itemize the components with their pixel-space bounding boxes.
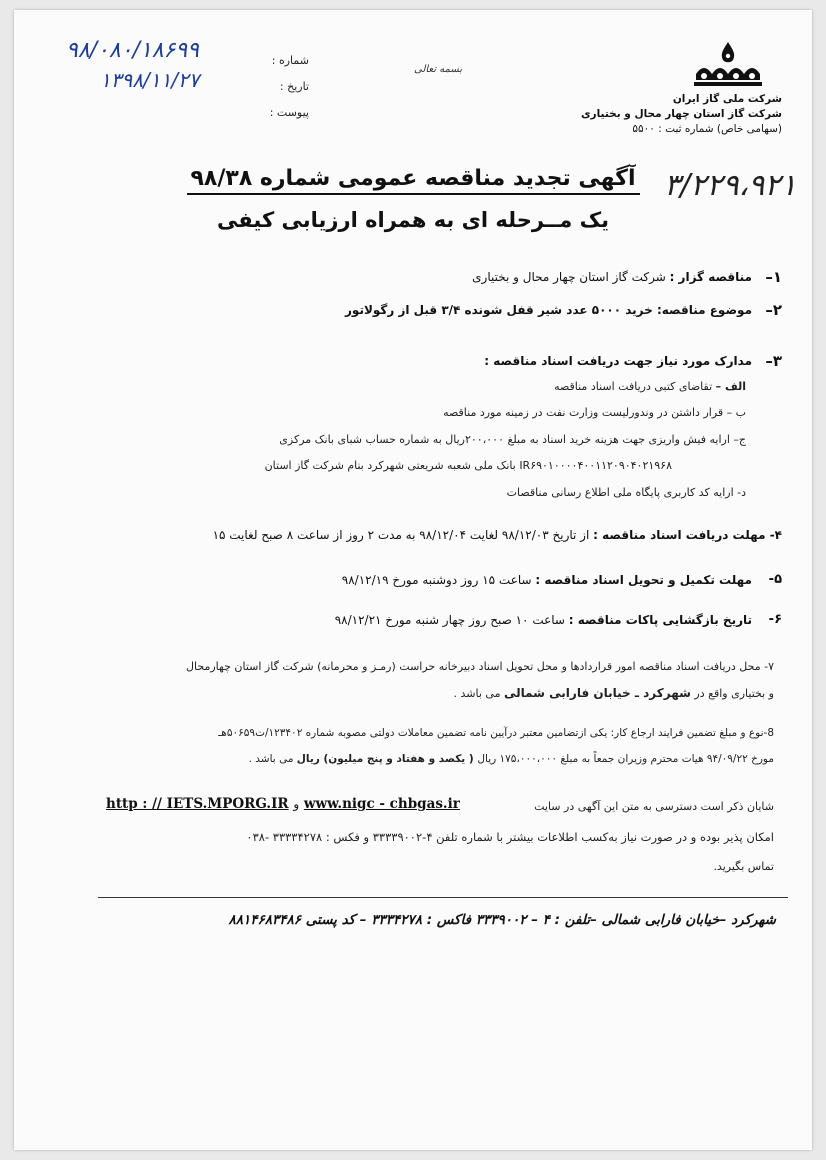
link-nigc[interactable]: www.nigc - chbgas.ir	[303, 796, 460, 812]
item-6-text: ساعت ۱۰ صبح روز چهار شنبه مورخ ۹۸/۱۲/۲۱	[334, 613, 565, 627]
item-1-number: ۱–	[765, 268, 782, 286]
contact-line2: امکان پذیر بوده و در صورت نیاز به‌کسب اطلاعات بیشتر با شماره تلفن ۴-۳۳۳۳۹۰۰۲ و فکس : ۳۳۳۳۴۲۷۸ -۰۳۸	[246, 830, 774, 844]
footer-address: شهرکرد –خیابان فارابی شمالی –تلفن : ۴ – ۳۳۳۹۰۰۲ فاکس : ۳۳۳۴۲۷۸ – کد پستی ۸۸۱۴۶۸۳۴۸۶	[228, 912, 776, 928]
item-3-a	[554, 380, 746, 393]
meta-attachment-label: پیوست :	[269, 106, 309, 119]
company-block	[542, 92, 782, 137]
handwritten-date: ۱۳۹۸/۱۱/۲۷	[100, 68, 200, 92]
item-1-text: شرکت گاز استان چهار محال و بختیاری	[472, 270, 666, 284]
item-4	[213, 528, 782, 542]
item-3-c-line1: ج– ارایه فیش واریزی جهت هزینه خرید اسناد به مبلغ ۲۰۰،۰۰۰ریال به شماره حساب شبای بانک مرکزی	[279, 433, 746, 446]
item-3-c-line2: IR۶۹۰۱۰۰۰۰۴۰۰۱۱۲۰۹۰۴۰۲۱۹۶۸ بانک ملی شعبه شریعتی شهرکرد بنام شرکت گاز استان	[264, 459, 672, 472]
document-page	[14, 10, 812, 1150]
item-6	[335, 613, 752, 627]
contact-line3: تماس بگیرید.	[713, 860, 774, 873]
item-8-line1: 8-نوع و مبلغ تضمین فرایند ارجاع کار: یکی ازتضامین معتبر درآیین نامه تضمین معاملات دولتی مصوبه شماره ۱۲۳۴۰۲/ت۵۰۶۵۹هـ	[218, 727, 774, 739]
link-iets[interactable]: http : // IETS.MPORG.IR	[106, 796, 289, 812]
footer-divider	[98, 897, 788, 898]
contact-line1: شایان ذکر است دسترسی به متن این آگهی در سایت	[534, 800, 774, 813]
notice-title-text: آگهی تجدید مناقصه عمومی شماره ۹۸/۳۸	[187, 166, 640, 195]
notice-subtitle: یک مــرحله ای به همراه ارزیابی کیفی	[217, 208, 609, 232]
company-subtitle: شرکت گاز استان چهار محال و بختیاری	[580, 108, 782, 120]
item-8-text-b: ریال	[477, 753, 497, 765]
websites	[106, 796, 460, 812]
item-8-text-a: مورخ ۹۴/۰۹/۲۲ هیات محترم وزیران جمعاً به مبلغ ۱۷۵،۰۰۰،۰۰۰	[496, 753, 774, 765]
item-7-address: شهرکرد ـ خیابان فارابی شمالی	[503, 686, 691, 700]
item-8-text-d: می باشد .	[248, 753, 297, 765]
item-3-b: ب – قرار داشتن در وندورلیست وزارت نفت در زمینه مورد مناقصه	[443, 406, 746, 419]
item-7	[54, 654, 774, 707]
item-5	[342, 573, 752, 587]
handwritten-reference: ۳/۲۲۹،۹۲۱	[664, 168, 797, 203]
item-1	[472, 270, 752, 284]
item-8-line2	[54, 746, 774, 772]
item-3-number: ۳–	[765, 352, 782, 370]
nigc-logo	[690, 40, 766, 92]
item-5-text: ساعت ۱۵ روز دوشنبه مورخ ۹۸/۱۲/۱۹	[341, 573, 532, 587]
bismillah: بسمه تعالی	[414, 64, 463, 75]
meta-number-label: شماره :	[271, 54, 309, 67]
handwritten-number: ۹۸/۰۸۰/۱۸۶۹۹	[66, 38, 199, 63]
item-2-text: موضوع مناقصه: خرید ۵۰۰۰ عدد شیر قفل شونده ۳/۴ قبل از رگولاتور	[345, 303, 752, 317]
item-5-number: ۵-	[768, 572, 782, 587]
company-name: شرکت ملی گاز ایران	[672, 93, 782, 105]
company-registration: (سهامی خاص) شماره ثبت : ۵۵۰۰	[632, 123, 782, 135]
item-2-number: ۲–	[765, 301, 782, 319]
item-6-number: ۶-	[768, 612, 782, 627]
item-8	[54, 720, 774, 772]
meta-date-label: تاریخ :	[279, 80, 309, 93]
item-7-line2	[54, 680, 774, 707]
item-6-label: تاریخ بازگشایی پاکات مناقصه :	[568, 613, 752, 627]
letter-meta	[239, 48, 309, 126]
item-7-text-a: و بختیاری واقع در	[690, 687, 774, 700]
item-3-a-label: الف –	[715, 380, 746, 393]
item-3-text: مدارک مورد نیاز جهت دریافت اسناد مناقصه :	[484, 354, 752, 368]
item-4-label: ۴- مهلت دریافت اسناد مناقصه :	[593, 528, 782, 542]
item-5-label: مهلت تکمیل و تحویل اسناد مناقصه :	[535, 573, 752, 587]
item-1-label: مناقصه گزار :	[669, 270, 752, 284]
item-7-line1: ۷- محل دریافت اسناد مناقصه امور قراردادها و محل تحویل اسناد دبیرخانه حراست (رمـز و محرمانه) شرکت گاز استان چهارمحال	[186, 660, 774, 673]
websites-and: و	[293, 797, 300, 811]
item-3-a-text: تقاضای کتبی دریافت اسناد مناقصه	[554, 380, 713, 393]
notice-title	[14, 166, 812, 191]
item-3-d: د- ارایه کد کاربری پایگاه ملی اطلاع رسانی مناقصات	[506, 486, 746, 499]
item-4-text: از تاریخ ۹۸/۱۲/۰۳ لغایت ۹۸/۱۲/۰۴ به مدت ۲ روز از ساعت ۸ صبح لغایت ۱۵	[212, 528, 590, 542]
item-8-amount-words: ( یکصد و هفتاد و پنج میلیون) ریال	[296, 753, 478, 765]
item-7-text-c: می باشد .	[453, 687, 504, 700]
